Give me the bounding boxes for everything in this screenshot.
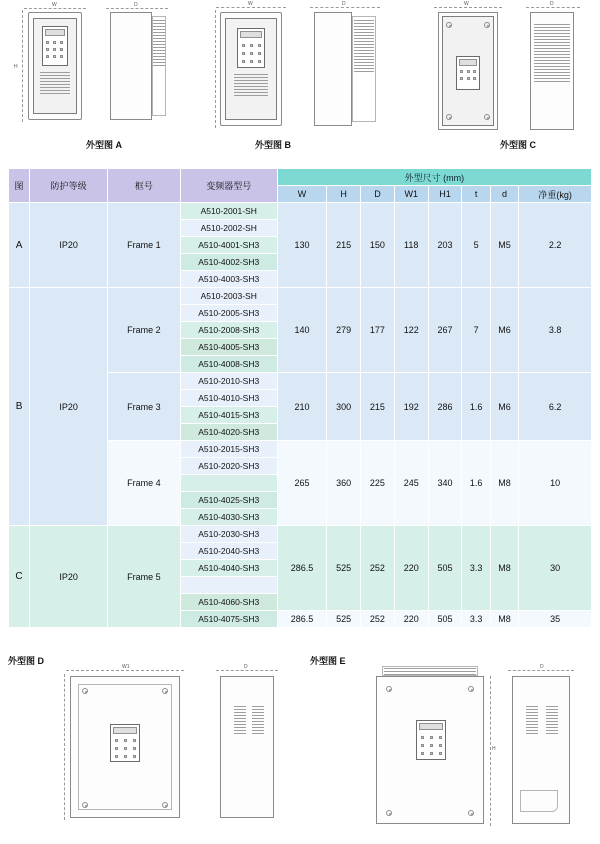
cell-dhole: M8 xyxy=(490,611,518,628)
cell-dhole: M8 xyxy=(490,441,518,526)
dimension-line-left xyxy=(215,10,216,128)
dimension-line-top xyxy=(216,7,286,8)
cell-h1: 286 xyxy=(428,373,462,441)
cell-model: A510-2040-SH3 xyxy=(180,543,277,560)
cell-w1: 118 xyxy=(394,203,428,288)
top-grille-fins xyxy=(384,668,476,677)
keypad-button xyxy=(258,44,261,47)
keypad-button xyxy=(242,44,245,47)
keypad-button xyxy=(467,77,470,80)
cell-model: A510-2003-SH xyxy=(180,288,277,305)
cell-w1: 122 xyxy=(394,288,428,373)
mounting-hole xyxy=(484,114,490,120)
cell-t: 3.3 xyxy=(462,526,490,611)
cell-model: A510-2005-SH3 xyxy=(180,305,277,322)
header-t: t xyxy=(462,186,490,203)
cell-w1: 192 xyxy=(394,373,428,441)
bottom-drawings-area xyxy=(0,640,600,844)
cell-h1: 505 xyxy=(428,526,462,611)
cell-ip: IP20 xyxy=(30,526,108,628)
dimension-label-d: D xyxy=(550,1,554,7)
cell-frame: Frame 3 xyxy=(108,373,181,441)
cell-h1: 203 xyxy=(428,203,462,288)
cell-model: A510-4040-SH3 xyxy=(180,560,277,577)
cell-dhole: M6 xyxy=(490,373,518,441)
keypad-button xyxy=(115,755,118,758)
keypad-display xyxy=(419,723,443,730)
drawing-d-front-view xyxy=(60,666,190,826)
cell-d: 252 xyxy=(361,611,395,628)
keypad-display xyxy=(45,29,65,36)
cell-model: A510-4075-SH3 xyxy=(180,611,277,628)
cell-model: A510-4060-SH3 xyxy=(180,594,277,611)
mounting-hole xyxy=(386,686,392,692)
keypad-button xyxy=(439,744,442,747)
keypad-button xyxy=(460,77,463,80)
mounting-hole xyxy=(386,810,392,816)
cell-ip: IP20 xyxy=(30,288,108,526)
cell-model: A510-2008-SH3 xyxy=(180,322,277,339)
keypad-module xyxy=(456,56,480,90)
header-fig: 图 xyxy=(9,169,30,203)
keypad-button xyxy=(133,739,136,742)
cell-weight: 3.8 xyxy=(519,288,592,373)
cell-t: 1.6 xyxy=(462,441,490,526)
keypad-button xyxy=(430,736,433,739)
keypad-button xyxy=(133,755,136,758)
keypad-button xyxy=(115,747,118,750)
cell-weight: 35 xyxy=(519,611,592,628)
dimension-line-top-side xyxy=(310,7,380,8)
dimension-line-top xyxy=(24,8,86,9)
vent-slots xyxy=(546,706,558,736)
cell-model: A510-2002-SH xyxy=(180,220,277,237)
cell-model: A510-4003-SH3 xyxy=(180,271,277,288)
cell-model: A510-4030-SH3 xyxy=(180,509,277,526)
cell-model xyxy=(180,475,277,492)
cell-weight: 30 xyxy=(519,526,592,611)
cell-t: 1.6 xyxy=(462,373,490,441)
cell-dhole: M5 xyxy=(490,203,518,288)
vent-slots xyxy=(234,74,268,98)
dimension-label-w: W xyxy=(52,2,57,8)
mounting-hole xyxy=(82,688,88,694)
keypad-button xyxy=(473,70,476,73)
cell-fig: C xyxy=(9,526,30,628)
dimension-label-w1: W1 xyxy=(122,664,130,670)
cell-w: 265 xyxy=(277,441,327,526)
top-drawings-area xyxy=(0,0,600,150)
cell-h: 360 xyxy=(327,441,361,526)
keypad-button xyxy=(46,55,49,58)
cell-model: A510-2001-SH xyxy=(180,203,277,220)
header-h: H xyxy=(327,186,361,203)
heatsink-fins xyxy=(354,20,374,74)
dimension-label-d: D xyxy=(134,2,138,8)
cell-model: A510-4005-SH3 xyxy=(180,339,277,356)
dimension-line-left xyxy=(22,10,23,122)
cell-h1: 340 xyxy=(428,441,462,526)
cell-d: 150 xyxy=(361,203,395,288)
cell-d: 215 xyxy=(361,373,395,441)
keypad-button xyxy=(53,48,56,51)
keypad-button xyxy=(430,752,433,755)
keypad-button xyxy=(115,739,118,742)
dimension-line-top-side xyxy=(106,8,168,9)
cell-h: 525 xyxy=(327,611,361,628)
header-dimension-group: 外型尺寸 (mm) xyxy=(277,169,591,186)
keypad-button xyxy=(53,41,56,44)
cell-t: 7 xyxy=(462,288,490,373)
keypad-button xyxy=(60,48,63,51)
cell-w1: 220 xyxy=(394,611,428,628)
cell-h: 215 xyxy=(327,203,361,288)
mounting-hole xyxy=(446,114,452,120)
keypad-button xyxy=(421,736,424,739)
keypad-button xyxy=(133,747,136,750)
dimension-label-w: W xyxy=(248,1,253,7)
cell-d: 252 xyxy=(361,526,395,611)
keypad-button xyxy=(467,70,470,73)
mounting-hole xyxy=(468,810,474,816)
dimension-line-top xyxy=(66,670,184,671)
dimension-label-d: D xyxy=(342,1,346,7)
cell-weight: 6.2 xyxy=(519,373,592,441)
keypad-button xyxy=(421,752,424,755)
cell-ip: IP20 xyxy=(30,203,108,288)
dimension-line-left xyxy=(64,674,65,820)
keypad-button xyxy=(53,55,56,58)
keypad-button xyxy=(242,60,245,63)
cell-model xyxy=(180,577,277,594)
cell-w: 140 xyxy=(277,288,327,373)
drawing-a-front-view xyxy=(14,2,90,126)
cell-model: A510-2030-SH3 xyxy=(180,526,277,543)
keypad-button xyxy=(250,60,253,63)
keypad-button xyxy=(250,44,253,47)
keypad-button xyxy=(439,752,442,755)
keypad-button xyxy=(124,747,127,750)
cell-model: A510-2020-SH3 xyxy=(180,458,277,475)
table-row xyxy=(9,203,592,220)
cell-dhole: M6 xyxy=(490,288,518,373)
dimension-label-w: W xyxy=(464,1,469,7)
mounting-hole xyxy=(162,802,168,808)
drawing-e-front-view xyxy=(368,662,498,830)
caption-outline-d: 外型图 D xyxy=(8,656,45,666)
cell-d: 177 xyxy=(361,288,395,373)
cell-frame: Frame 5 xyxy=(108,526,181,628)
cell-fig: A xyxy=(9,203,30,288)
cell-h: 279 xyxy=(327,288,361,373)
caption-outline-e: 外型图 E xyxy=(310,656,346,666)
header-w1: W1 xyxy=(394,186,428,203)
mounting-hole xyxy=(484,22,490,28)
cell-dhole: M8 xyxy=(490,526,518,611)
cell-model: A510-2010-SH3 xyxy=(180,373,277,390)
cell-weight: 10 xyxy=(519,441,592,526)
dimension-label-h: H xyxy=(14,64,18,70)
caption-outline-a: 外型图 A xyxy=(86,140,123,150)
drawing-b-front-view xyxy=(212,1,292,130)
heatsink-fins xyxy=(153,20,165,68)
mounting-hole xyxy=(446,22,452,28)
cell-w: 210 xyxy=(277,373,327,441)
header-ip: 防护等级 xyxy=(30,169,108,203)
keypad-button xyxy=(460,70,463,73)
drawing-e-side-view xyxy=(506,662,592,830)
cell-w: 130 xyxy=(277,203,327,288)
cell-frame: Frame 4 xyxy=(108,441,181,526)
dimension-label-h: H xyxy=(492,746,496,752)
cell-model: A510-4020-SH3 xyxy=(180,424,277,441)
table-row xyxy=(9,288,592,305)
mounting-hole xyxy=(82,802,88,808)
cell-model: A510-4025-SH3 xyxy=(180,492,277,509)
table-row xyxy=(9,526,592,543)
keypad-button xyxy=(258,60,261,63)
keypad-display xyxy=(113,727,137,734)
cell-w1: 245 xyxy=(394,441,428,526)
keypad-button xyxy=(250,52,253,55)
keypad-button xyxy=(439,736,442,739)
dimension-spec-table xyxy=(8,168,592,628)
cell-model: A510-2015-SH3 xyxy=(180,441,277,458)
header-frame: 框号 xyxy=(108,169,181,203)
cell-model: A510-4002-SH3 xyxy=(180,254,277,271)
keypad-button xyxy=(473,77,476,80)
cell-model: A510-4010-SH3 xyxy=(180,390,277,407)
keypad-module xyxy=(110,724,140,762)
cell-h1: 505 xyxy=(428,611,462,628)
vent-slots xyxy=(252,706,264,736)
terminal-cover xyxy=(520,790,558,812)
keypad-button xyxy=(60,41,63,44)
cell-frame: Frame 1 xyxy=(108,203,181,288)
mounting-hole xyxy=(162,688,168,694)
drawing-c-side-view xyxy=(524,1,594,134)
vent-slots xyxy=(40,72,70,96)
cell-weight: 2.2 xyxy=(519,203,592,288)
keypad-button xyxy=(46,48,49,51)
dimension-line-top-side xyxy=(216,670,278,671)
cell-t: 5 xyxy=(462,203,490,288)
header-d: D xyxy=(361,186,395,203)
keypad-display xyxy=(240,31,262,38)
keypad-module xyxy=(42,26,68,66)
mounting-hole xyxy=(468,686,474,692)
keypad-module xyxy=(416,720,446,760)
keypad-button xyxy=(421,744,424,747)
cell-w: 286.5 xyxy=(277,611,327,628)
enclosure-outline-side xyxy=(220,676,274,818)
keypad-module xyxy=(237,28,265,68)
dimension-line-top xyxy=(434,7,502,8)
keypad-button xyxy=(124,739,127,742)
cell-h: 525 xyxy=(327,526,361,611)
cell-h1: 267 xyxy=(428,288,462,373)
keypad-display xyxy=(459,59,477,66)
cell-h: 300 xyxy=(327,373,361,441)
cell-d: 225 xyxy=(361,441,395,526)
keypad-button xyxy=(124,755,127,758)
dimension-line-top-side xyxy=(526,7,580,8)
keypad-button xyxy=(46,41,49,44)
cell-w1: 220 xyxy=(394,526,428,611)
dimension-label-d: D xyxy=(540,664,544,670)
drawing-b-side-view xyxy=(308,1,388,130)
drawing-d-side-view xyxy=(212,666,292,826)
drawing-c-front-view xyxy=(430,1,510,134)
dimension-line-right xyxy=(490,676,491,826)
header-w: W xyxy=(277,186,327,203)
dimension-line-top-side xyxy=(508,670,574,671)
heatsink-fins xyxy=(534,24,570,84)
table-header-row-1 xyxy=(9,169,592,186)
keypad-button xyxy=(60,55,63,58)
keypad-button xyxy=(430,744,433,747)
header-model: 变频器型号 xyxy=(180,169,277,203)
enclosure-outline-side xyxy=(314,12,352,126)
cell-fig: B xyxy=(9,288,30,526)
header-weight: 净重(kg) xyxy=(519,186,592,203)
dimension-label-d: D xyxy=(244,664,248,670)
drawing-a-side-view xyxy=(104,2,174,126)
vent-slots xyxy=(234,706,246,736)
caption-outline-c: 外型图 C xyxy=(500,140,537,150)
keypad-button xyxy=(258,52,261,55)
cell-model: A510-4001-SH3 xyxy=(180,237,277,254)
cell-model: A510-4008-SH3 xyxy=(180,356,277,373)
cell-w: 286.5 xyxy=(277,526,327,611)
header-h1: H1 xyxy=(428,186,462,203)
enclosure-outline-side xyxy=(110,12,152,120)
cell-frame: Frame 2 xyxy=(108,288,181,373)
vent-slots xyxy=(526,706,538,736)
cell-model: A510-4015-SH3 xyxy=(180,407,277,424)
header-d-hole: d xyxy=(490,186,518,203)
caption-outline-b: 外型图 B xyxy=(255,140,292,150)
cell-t: 3.3 xyxy=(462,611,490,628)
keypad-button xyxy=(242,52,245,55)
